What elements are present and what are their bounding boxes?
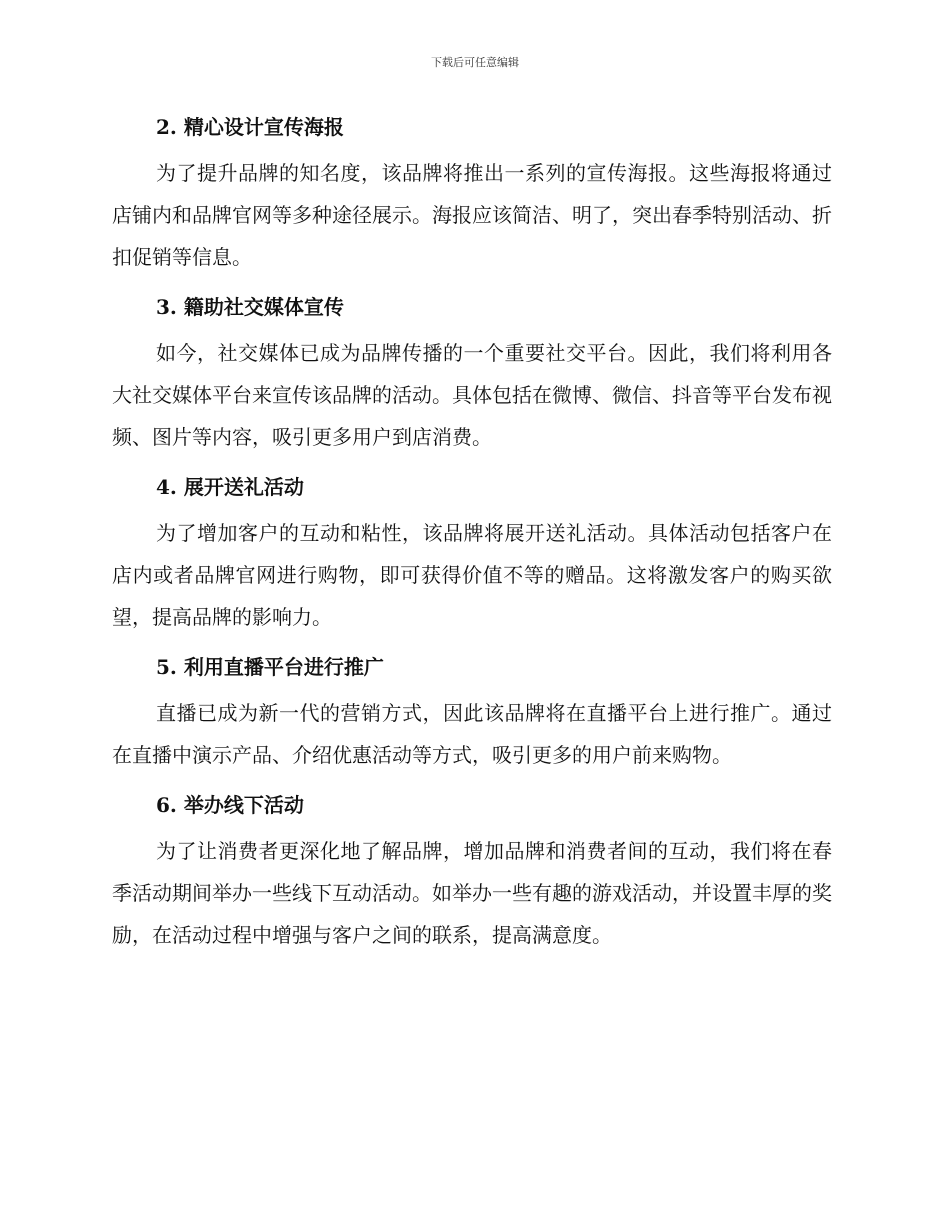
section-5 xyxy=(112,652,832,776)
section-heading: 5. 利用直播平台进行推广 xyxy=(156,655,384,679)
page-header: 下载后可任意编辑 xyxy=(431,56,519,69)
document-body xyxy=(112,112,832,970)
section-paragraph: 为了增加客户的互动和粘性，该品牌将展开送礼活动。具体活动包括客户在店内或者品牌官网进行购物，即可获得价值不等的赠品。这将激发客户的购买欲望，提高品牌的影响力。 xyxy=(112,521,832,629)
section-2 xyxy=(112,112,832,278)
section-paragraph: 为了让消费者更深化地了解品牌，增加品牌和消费者间的互动，我们将在春季活动期间举办一些线下互动活动。如举办一些有趣的游戏活动，并设置丰厚的奖励，在活动过程中增强与客户之间的联系，提高满意度。 xyxy=(112,839,832,947)
section-6 xyxy=(112,790,832,956)
section-3 xyxy=(112,292,832,458)
section-heading: 4. 展开送礼活动 xyxy=(156,475,304,499)
section-heading: 2. 精心设计宣传海报 xyxy=(156,115,344,139)
section-paragraph: 为了提升品牌的知名度，该品牌将推出一系列的宣传海报。这些海报将通过店铺内和品牌官网等多种途径展示。海报应该简洁、明了，突出春季特别活动、折扣促销等信息。 xyxy=(112,161,832,269)
section-heading: 3. 籍助社交媒体宣传 xyxy=(156,295,344,319)
section-paragraph: 直播已成为新一代的营销方式，因此该品牌将在直播平台上进行推广。通过在直播中演示产品、介绍优惠活动等方式，吸引更多的用户前来购物。 xyxy=(112,701,832,767)
section-4 xyxy=(112,472,832,638)
section-paragraph: 如今，社交媒体已成为品牌传播的一个重要社交平台。因此，我们将利用各大社交媒体平台来宣传该品牌的活动。具体包括在微博、微信、抖音等平台发布视频、图片等内容，吸引更多用户到店消费。 xyxy=(112,341,832,449)
section-heading: 6. 举办线下活动 xyxy=(156,793,304,817)
